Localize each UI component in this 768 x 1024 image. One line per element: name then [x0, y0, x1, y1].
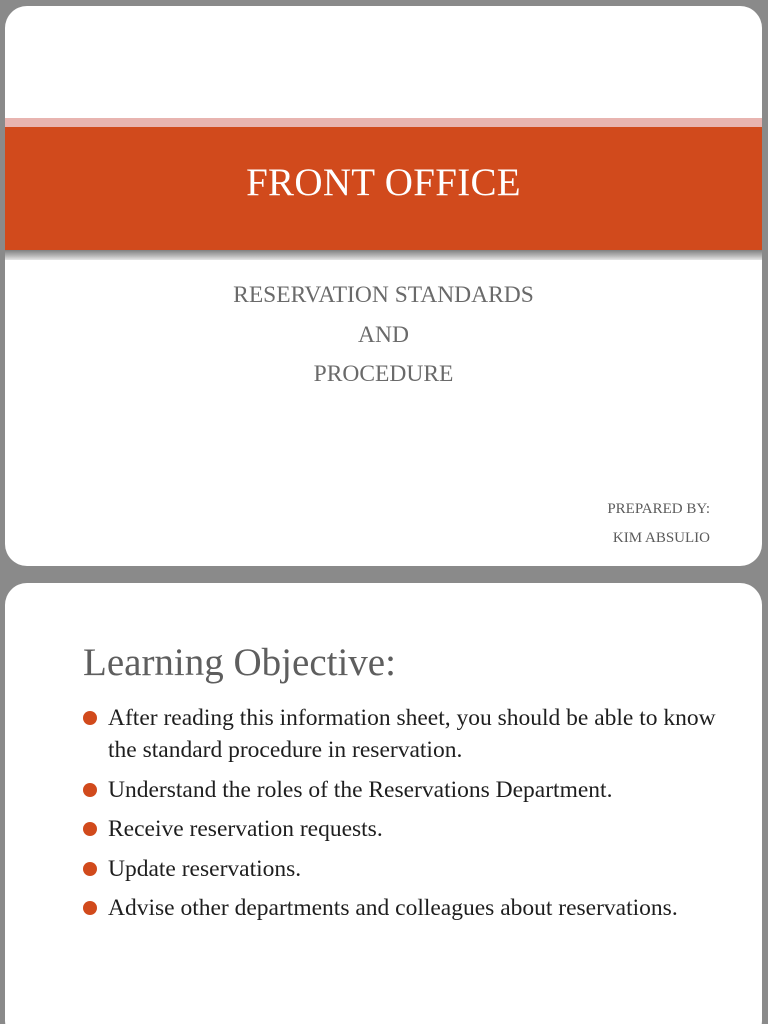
- objectives-slide: [5, 583, 762, 1024]
- list-item: [81, 853, 721, 885]
- list-item-text: Advise other departments and colleagues about reservations.: [108, 895, 678, 921]
- prepared-by-block: [607, 495, 710, 552]
- bullet-icon: [83, 822, 97, 836]
- subtitle-line: AND: [358, 321, 409, 348]
- subtitle-line: PROCEDURE: [313, 361, 454, 387]
- subtitle-line: RESERVATION STANDARDS: [233, 282, 534, 308]
- bullet-icon: [83, 711, 97, 725]
- title-slide: [5, 6, 762, 566]
- bullet-icon: [83, 862, 97, 876]
- list-item: [81, 813, 721, 845]
- list-item-text: Understand the roles of the Reservations Department.: [108, 776, 613, 803]
- title-band: [5, 127, 762, 250]
- bullet-list: [81, 702, 721, 932]
- bullet-icon: [83, 901, 97, 915]
- title-band-shadow: [5, 250, 762, 260]
- list-item: [81, 892, 721, 924]
- slide-heading: Learning Objective:: [83, 641, 396, 684]
- bullet-icon: [83, 783, 97, 797]
- prepared-by-label: PREPARED BY:: [607, 501, 710, 517]
- title-band-highlight: [5, 118, 762, 127]
- list-item-text: Receive reservation requests.: [108, 816, 383, 842]
- slide-title: FRONT OFFICE: [246, 161, 521, 204]
- list-item: [81, 702, 721, 766]
- list-item: [81, 774, 721, 806]
- list-item-text: After reading this information sheet, you should be able to know the standard procedure in reservation.: [108, 705, 716, 763]
- author-name: KIM ABSULIO: [612, 529, 710, 546]
- slide-subtitle: [5, 276, 762, 395]
- list-item-text: Update reservations.: [108, 855, 302, 882]
